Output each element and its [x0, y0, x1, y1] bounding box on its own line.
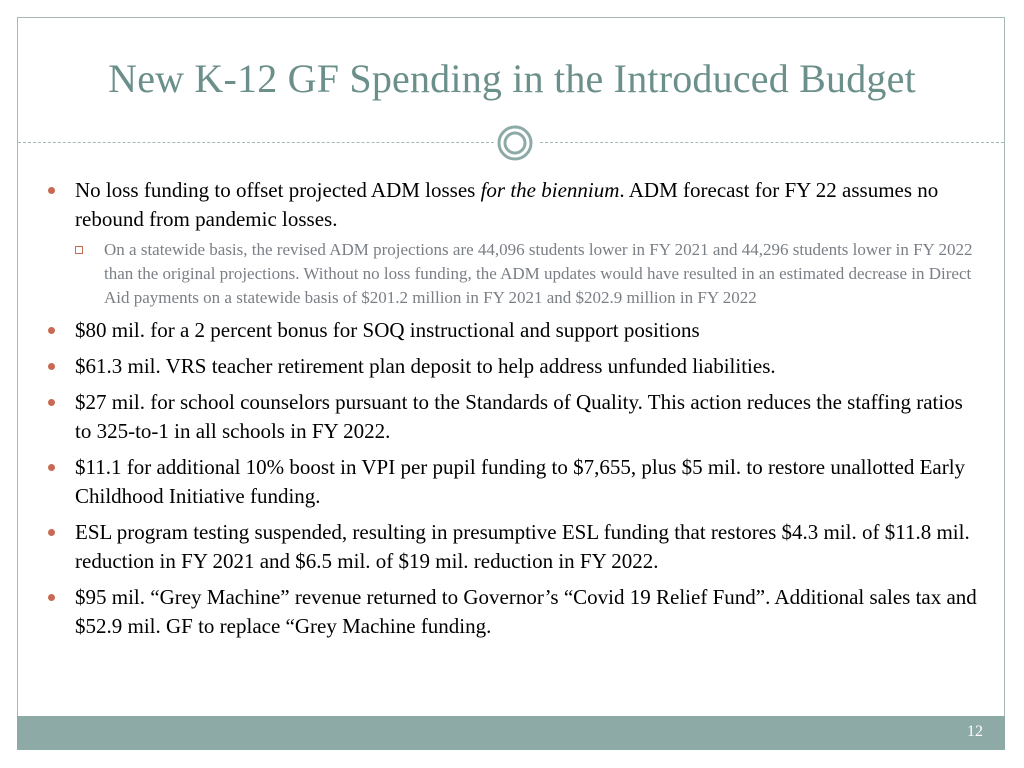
square-bullet-icon	[75, 246, 83, 254]
bullet-text-cont: . ADM forecast for FY 22 assumes no rebound from pandemic losses.	[75, 178, 939, 231]
bullet-text: $95 mil. “Grey Machine” revenue returned to Governor’s “Covid 19 Relief Fund”. Additional sales tax and $52.9 mil. GF to replace “Grey Machine funding.	[75, 585, 977, 638]
bullet-item	[48, 583, 978, 641]
bullet-item	[48, 388, 978, 446]
bullet-dot-icon	[48, 594, 55, 601]
bullet-item	[48, 518, 978, 576]
page-number: 12	[967, 723, 983, 740]
bullet-text: $27 mil. for school counselors pursuant to the Standards of Quality. This action reduces the staffing ratios to 325-to-1 in all schools in FY 2022.	[75, 390, 963, 443]
circle-ornament-icon	[497, 125, 533, 161]
footer-bar	[17, 716, 1005, 750]
bullet-item	[48, 453, 978, 511]
bullet-list	[48, 176, 978, 641]
bullet-item	[48, 176, 978, 234]
title-divider-right	[540, 142, 1004, 143]
bullet-dot-icon	[48, 529, 55, 536]
bullet-dot-icon	[48, 363, 55, 370]
bullet-text: $80 mil. for a 2 percent bonus for SOQ instructional and support positions	[75, 318, 700, 342]
bullet-italic-text: for the biennium	[480, 178, 620, 202]
bullet-text: No loss funding to offset projected ADM losses	[75, 178, 481, 202]
sub-bullet-text: On a statewide basis, the revised ADM projections are 44,096 students lower in FY 2021 and 44,296 students lower in FY 2022 than the original projections. Without no loss funding, the ADM updates would have resulted in an estimated decrease in Direct Aid payments on a statewide basis of $201.2 million in FY 2021 and $202.9 million in FY 2022	[104, 240, 973, 307]
bullet-item	[48, 316, 978, 345]
slide-title: New K-12 GF Spending in the Introduced Budget	[108, 56, 916, 101]
bullet-text: $11.1 for additional 10% boost in VPI per pupil funding to $7,655, plus $5 mil. to restore unallotted Early Childhood Initiative funding.	[75, 455, 966, 508]
bullet-dot-icon	[48, 327, 55, 334]
bullet-item	[48, 352, 978, 381]
title-divider-left	[18, 142, 494, 143]
sub-bullet-item	[104, 238, 978, 310]
bullet-text: $61.3 mil. VRS teacher retirement plan deposit to help address unfunded liabilities.	[75, 354, 776, 378]
bullet-dot-icon	[48, 464, 55, 471]
bullet-text: ESL program testing suspended, resulting in presumptive ESL funding that restores $4.3 mil. of $11.8 mil. reduction in FY 2021 and $6.5 mil. of $19 mil. reduction in FY 2022.	[75, 520, 970, 573]
bullet-dot-icon	[48, 399, 55, 406]
bullet-dot-icon	[48, 187, 55, 194]
